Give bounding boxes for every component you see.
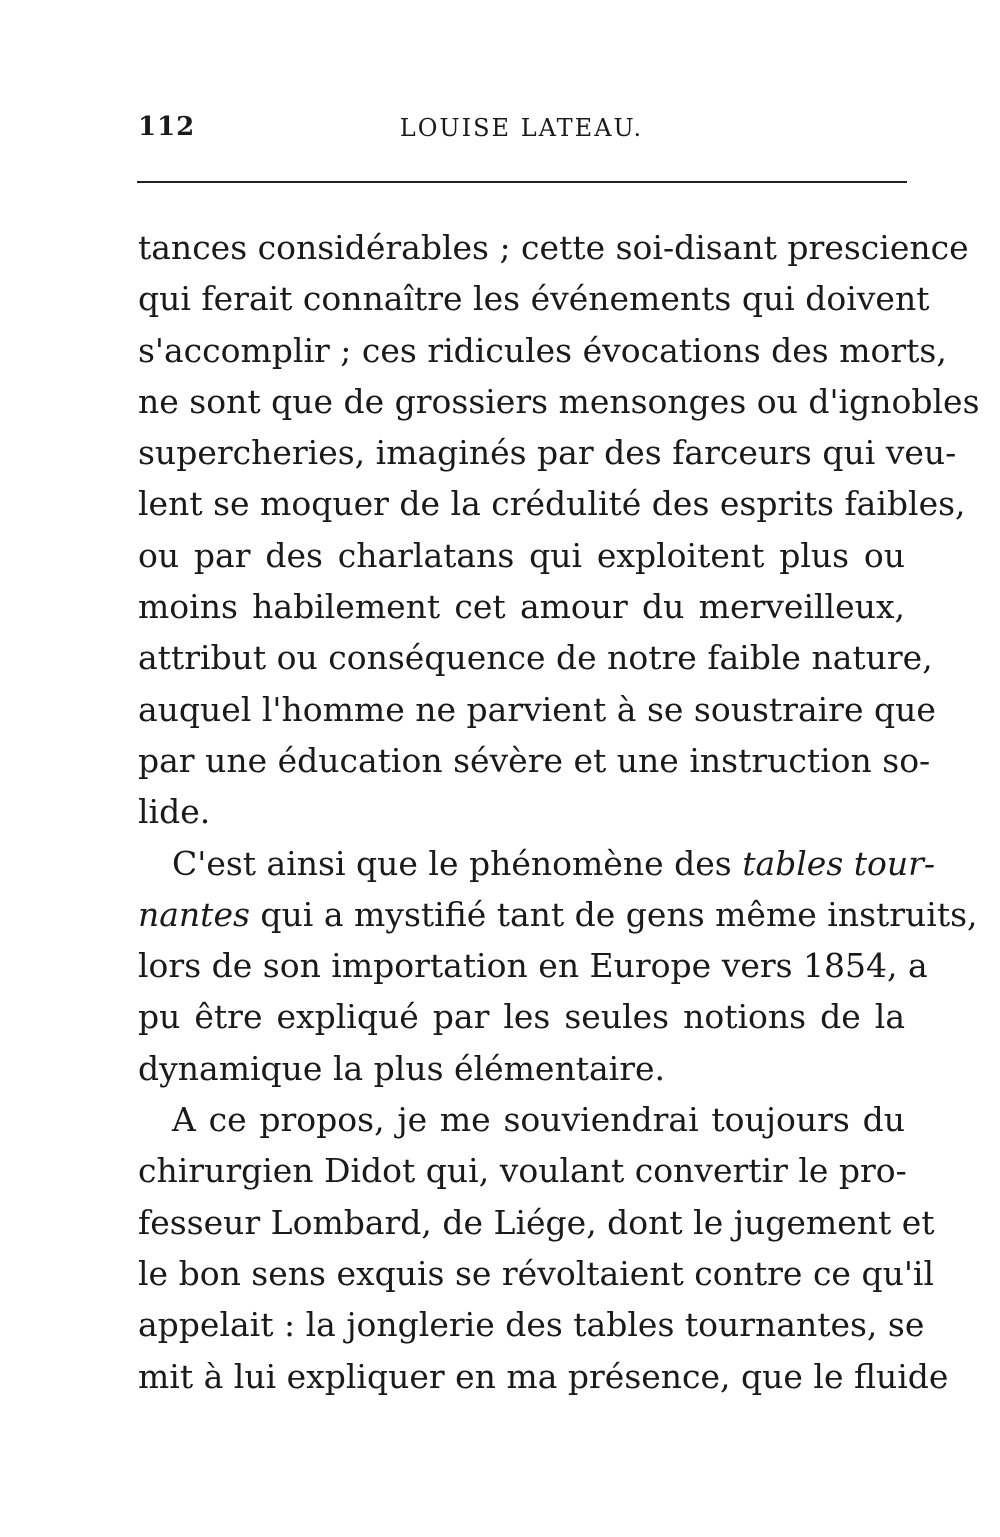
- text-line: supercheries, imaginés par des farceurs qui veu-: [138, 433, 957, 473]
- italic-text: nantes: [138, 894, 250, 934]
- text-line: attribut ou conséquence de notre faible nature,: [138, 638, 933, 678]
- text-line: chirurgien Didot qui, voulant convertir le pro-: [138, 1151, 907, 1191]
- text-line: ne sont que de grossiers mensonges ou d'ignobles: [138, 381, 980, 421]
- text-line: s'accomplir ; ces ridicules évocations des morts,: [138, 330, 947, 370]
- body-text: [138, 222, 980, 1402]
- text-line: fesseur Lombard, de Liége, dont le jugement et: [138, 1202, 935, 1242]
- text-line: lide.: [138, 792, 211, 832]
- running-head: [138, 112, 905, 152]
- text-run: C'est ainsi que le phénomène des: [172, 843, 732, 883]
- text-line: tances considérables ; cette soi-disant prescience: [138, 228, 969, 267]
- text-line: dynamique la plus élémentaire.: [138, 1048, 665, 1088]
- text-line: [138, 1094, 905, 1145]
- text-line: par une éducation sévère et une instruction so-: [138, 740, 931, 780]
- running-title: LOUISE LATEAU.: [399, 114, 644, 142]
- text-run: qui a mystifié tant de gens même instruits,: [260, 894, 978, 934]
- text-line: auquel l'homme ne parvient à se soustraire que: [138, 689, 936, 729]
- text-line: appelait : la jonglerie des tables tournantes, se: [138, 1305, 925, 1345]
- text-run: A ce propos, je me souviendrai toujours du: [172, 1100, 905, 1140]
- text-line: le bon sens exquis se révoltaient contre ce qu'il: [138, 1253, 935, 1293]
- text-line: moins habilement cet amour du merveilleux,: [138, 587, 905, 627]
- text-line: mit à lui expliquer en ma présence, que le fluide: [138, 1356, 949, 1396]
- text-line: [138, 838, 936, 889]
- text-line: [138, 889, 978, 940]
- text-line: qui ferait connaître les événements qui doivent: [138, 279, 930, 319]
- text-line: pu être expliqué par les seules notions de la: [138, 997, 905, 1037]
- text-line: lors de son importation en Europe vers 1854, a: [138, 946, 928, 986]
- page-number: 112: [138, 112, 196, 142]
- italic-text: tables tour-: [742, 843, 936, 883]
- header-rule: [137, 181, 907, 183]
- text-line: lent se moquer de la crédulité des esprits faibles,: [138, 484, 966, 524]
- text-line: ou par des charlatans qui exploitent plus ou: [138, 535, 905, 575]
